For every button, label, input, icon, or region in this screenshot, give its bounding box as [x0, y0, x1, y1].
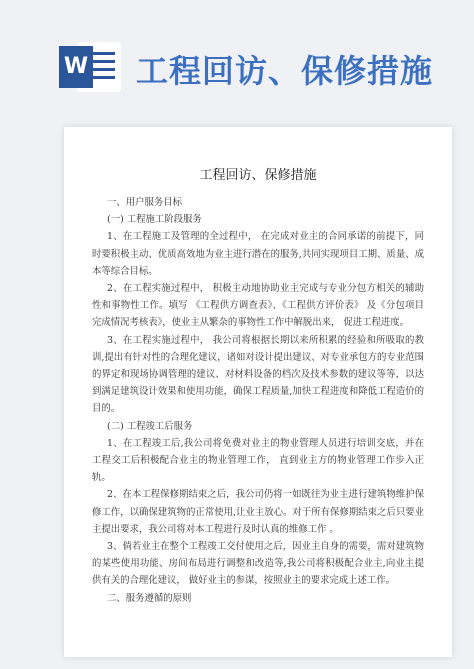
body-paragraph: 2、在本工程保修期结束之后，我公司仍将一如既往为业主进行建筑物维护保修工作，以确保建筑物的正常使用,让业主放心。对于所有保修期结束之后只要业主提出要求，我公司将对本工程进行及时认真的维修工作 。 — [92, 489, 424, 535]
word-icon-letter: W — [59, 46, 93, 88]
document-body — [92, 194, 424, 607]
word-icon-line — [93, 52, 115, 55]
banner-title: 工程回访、保修措施 — [136, 52, 434, 90]
document-page — [64, 127, 452, 657]
word-icon-line — [93, 76, 115, 79]
section-heading: 二、服务遵循的原则 — [107, 592, 192, 604]
section-heading: 一、用户服务目标 — [107, 197, 183, 208]
body-paragraph: 3、在工程实施过程中， 我公司将根据长期以来所积累的经验和所吸取的教训,提出有针对性的合理化建议，诸如对设计提出建议、对专业承包方的专业范围的界定和现场协调管理的建议、对材料设备的档次及技术参数的建议等等，以达到满足建筑设计效果和使用功能，确保工程质量,加快工程进度和降低工程造价的目的。 — [92, 334, 424, 415]
body-paragraph: 1、在工程竣工后,我公司将免费对业主的物业管理人员进行培训交底，并在工程交工后积极配合业主的物业管理工作， 直到业主方的物业管理工作步入正轨。 — [92, 437, 424, 484]
word-document-icon — [59, 38, 123, 96]
body-paragraph: 1、在工程施工及管理的全过程中， 在完成对业主的合同承诺的前提下，同时要积极主动、优质高效地为业主进行潜在的服务,共同实现项目工期、质量、成本等综合目标。 — [92, 231, 424, 277]
body-paragraph: 2、在工程实施过程中， 积极主动地协助业主完成与专业分包方相关的辅助性和事物性工作。填写 《工程供方调查表》、《工程供方评价表》 及《分包项目完成情况考核表》，使业主从繁杂的事物性工作中解脱出来， 促进工程进度。 — [92, 283, 424, 329]
body-paragraph: 3、倘若业主在整个工程竣工交付使用之后，因业主自身的需要，需对建筑物的某些使用功能、房间布局进行调整和改造等,我公司将积极配合业主,向业主提供有关的合理化建议， 做好业主的参谋，按照业主的要求完成上述工作。 — [92, 541, 424, 587]
document-title: 工程回访、保修措施 — [199, 168, 317, 183]
section-heading: (二) 工程竣工后服务 — [107, 420, 193, 432]
word-icon-line — [93, 60, 115, 63]
banner — [0, 0, 474, 110]
section-heading: (一) 工程施工阶段服务 — [107, 214, 202, 226]
word-icon-line — [93, 68, 115, 71]
